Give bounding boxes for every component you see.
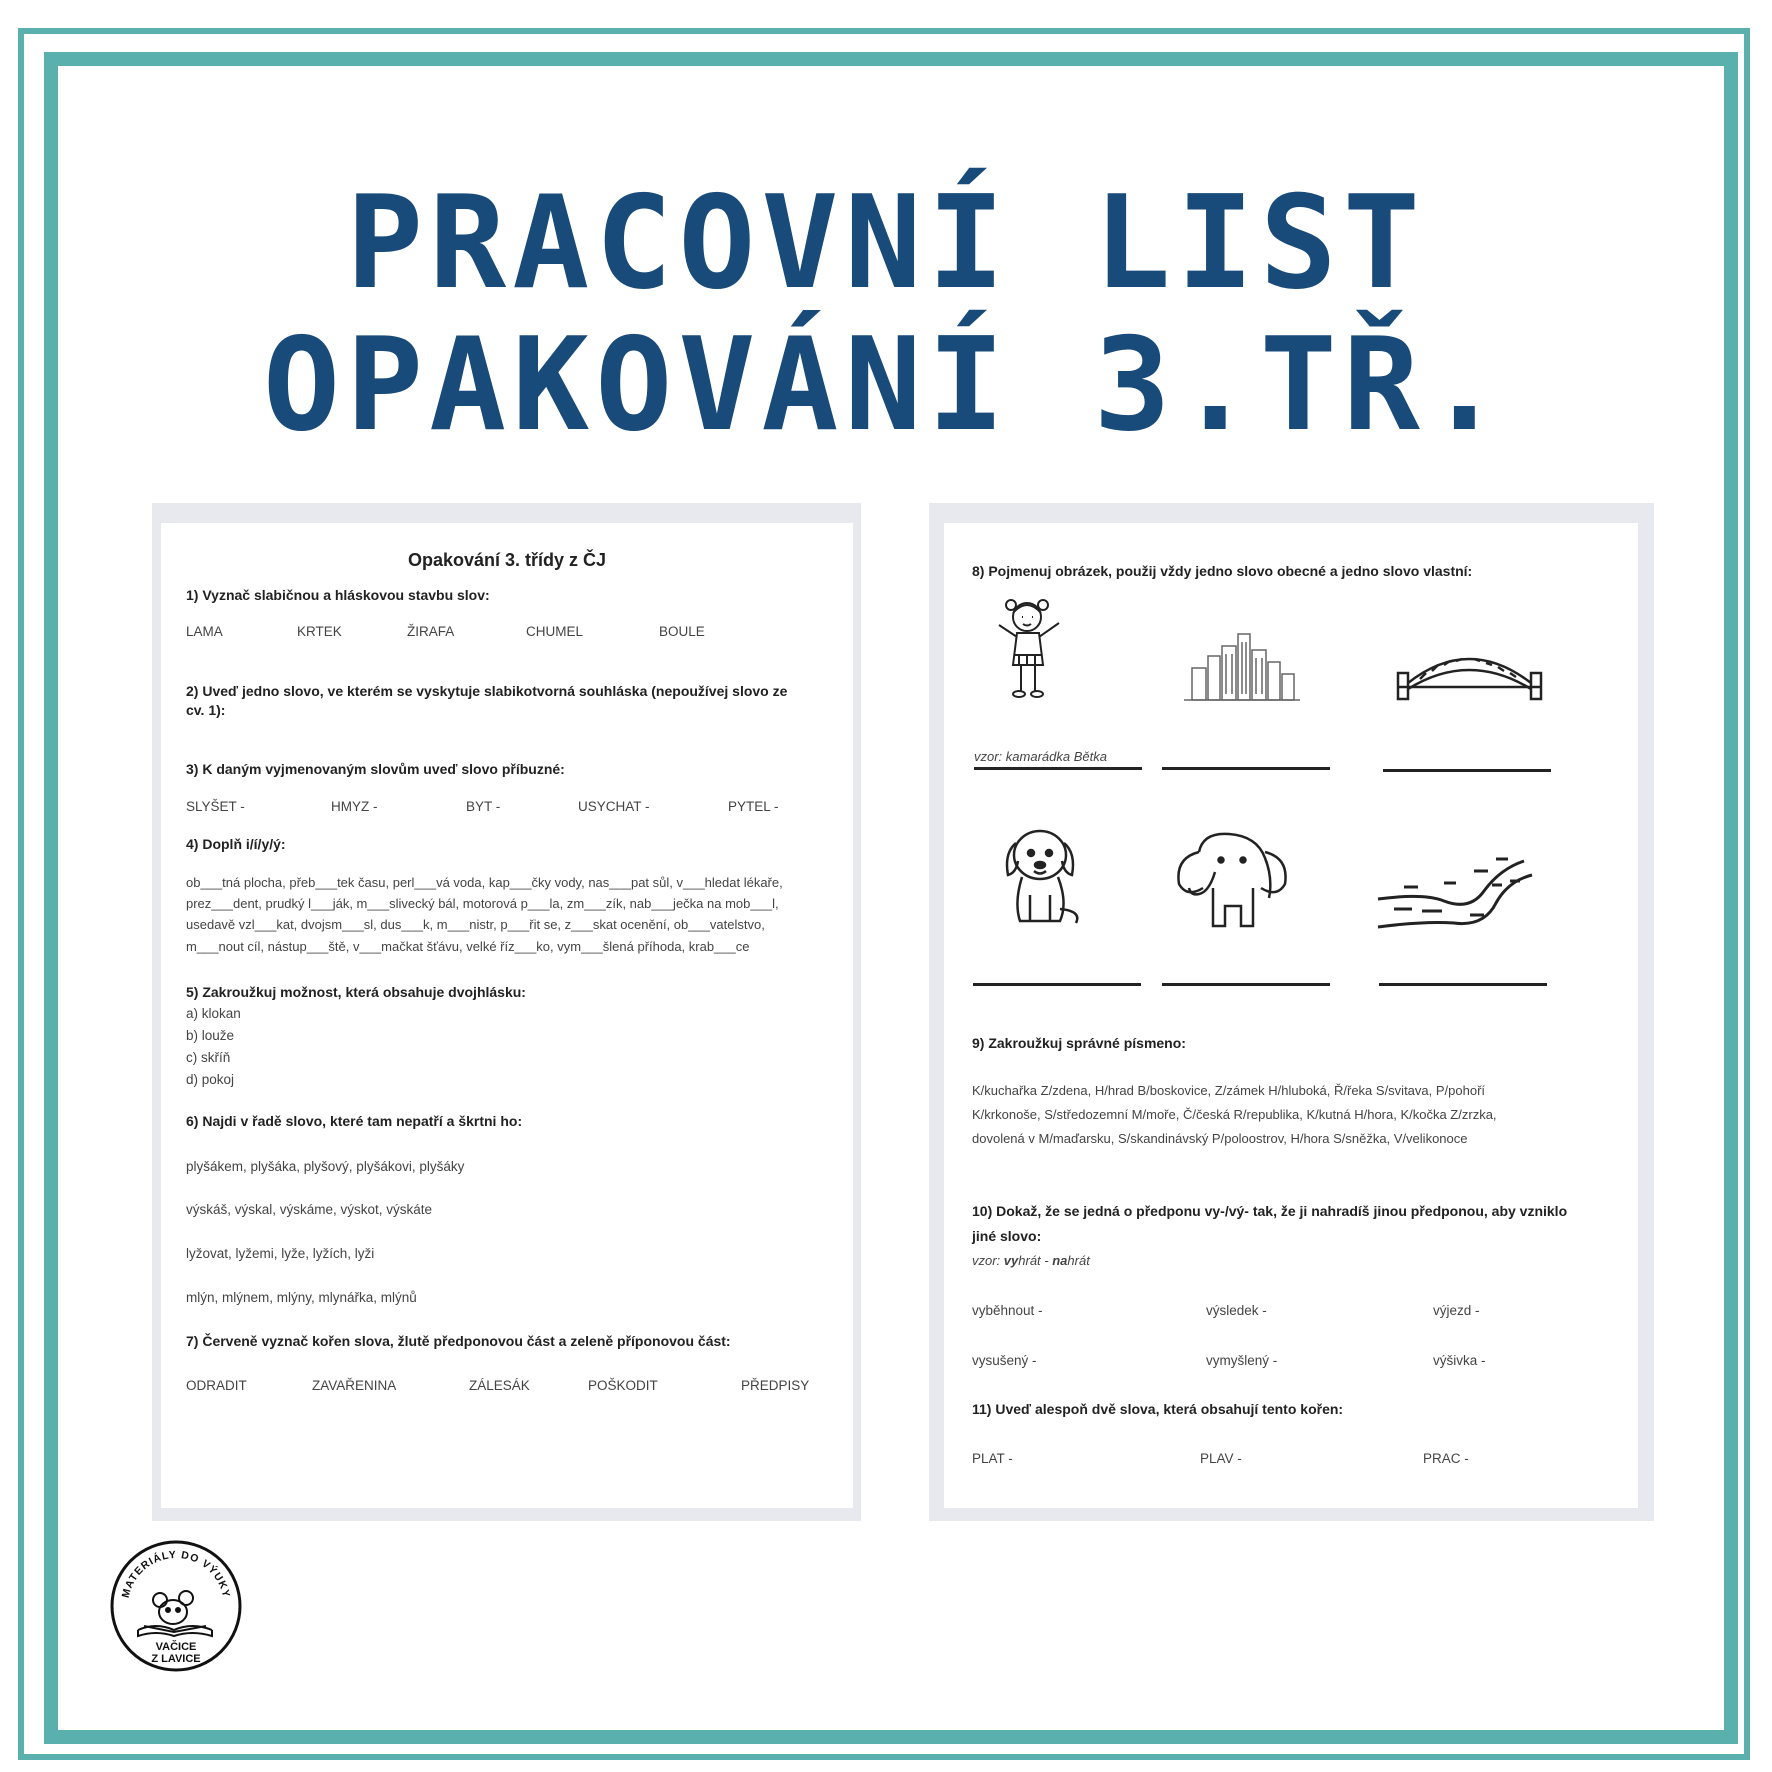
logo-top-text: MATERIÁLY DO VÝUKY <box>119 1548 233 1600</box>
q7-word: POŠKODIT <box>588 1378 658 1393</box>
question-2-cont: cv. 1): <box>186 702 226 718</box>
q6-row: plyšákem, plyšáka, plyšový, plyšákovi, plyšáky <box>186 1159 465 1174</box>
q5-option: d) pokoj <box>186 1072 235 1087</box>
answer-line <box>1162 983 1330 986</box>
title-line-2: OPAKOVÁNÍ 3.TŘ. <box>263 311 1509 460</box>
q4-line: m___nout cíl, nástup___ště, v___mačkat šťávu, velké říz___ko, vym___šlená příhoda, krab___ce <box>186 939 750 954</box>
q9-line: K/krkonoše, S/středozemní M/moře, Č/česká R/republika, K/kutná H/hora, K/kočka Z/zrzka, <box>972 1107 1497 1122</box>
q7-word: ODRADIT <box>186 1378 247 1393</box>
q3-word: SLYŠET - <box>186 799 245 814</box>
q10-word: vyběhnout - <box>972 1303 1043 1318</box>
q9-line: K/kuchařka Z/zdena, H/hrad B/boskovice, Z/zámek H/hluboká, Ř/řeka S/svitava, P/pohoří <box>972 1083 1486 1098</box>
q1-word: KRTEK <box>297 624 342 639</box>
q11-word: PLAT - <box>972 1451 1013 1466</box>
left-worksheet <box>161 523 853 1508</box>
q10-example-rest-2: hrát <box>1067 1253 1090 1268</box>
q7-word: ZÁLESÁK <box>469 1378 530 1393</box>
answer-line <box>1379 983 1547 986</box>
question-10-cont: jiné slovo: <box>972 1228 1042 1244</box>
logo-line-2: Z LAVICE <box>151 1653 201 1665</box>
q6-row: lyžovat, lyžemi, lyže, lyžích, lyži <box>186 1246 375 1261</box>
q1-word: LAMA <box>186 624 223 639</box>
q10-word: výjezd - <box>1433 1303 1480 1318</box>
q10-example-prefix-1: vy <box>1003 1253 1019 1268</box>
q9-line: dovolená v M/maďarsku, S/skandinávský P/poloostrov, H/hora S/sněžka, V/velikonoce <box>972 1131 1468 1146</box>
q5-option: b) louže <box>186 1028 235 1043</box>
q10-example-prefix-2: na <box>1052 1253 1068 1268</box>
q3-word: PYTEL - <box>728 799 779 814</box>
question-10: 10) Dokaž, že se jedná o předponu vy-/vý- tak, že ji nahradíš jinou předponou, aby vzniklo <box>972 1203 1568 1219</box>
question-2: 2) Uveď jedno slovo, ve kterém se vyskytuje slabikotvorná souhláska (nepoužívej slovo ze <box>186 683 788 699</box>
answer-line <box>1383 769 1551 772</box>
answer-line <box>973 983 1141 986</box>
q10-word: výšivka - <box>1433 1353 1486 1368</box>
city-icon <box>1182 628 1302 703</box>
question-3: 3) K daným vyjmenovaným slovům uveď slovo příbuzné: <box>186 761 565 777</box>
girl-icon <box>989 595 1069 705</box>
bridge-icon <box>1392 643 1547 703</box>
q10-word: vysušený - <box>972 1353 1037 1368</box>
q4-line: usedavě vzl___kat, dvojsm___sl, dus___k, m___nistr, p___řit se, z___skat ocenění, ob___vatelstvo, <box>186 917 765 932</box>
question-9: 9) Zakroužkuj správné písmeno: <box>972 1035 1186 1051</box>
q10-example-rest-1: hrát - <box>1018 1253 1053 1268</box>
question-11: 11) Uveď alespoň dvě slova, která obsahují tento kořen: <box>972 1401 1344 1417</box>
logo-line-1: VAČICE <box>155 1641 197 1653</box>
question-7: 7) Červeně vyznač kořen slova, žlutě předponovou část a zeleně příponovou část: <box>186 1333 731 1349</box>
q6-row: mlýn, mlýnem, mlýny, mlynářka, mlýnů <box>186 1290 417 1305</box>
question-6: 6) Najdi v řadě slovo, které tam nepatří a škrtni ho: <box>186 1113 523 1129</box>
q3-word: USYCHAT - <box>578 799 650 814</box>
q4-line: prez___dent, prudký l___ják, m___slivecký bál, motorová p___la, zm___zík, nab___ječka na mob___l, <box>186 896 779 911</box>
puppy-icon <box>994 823 1089 933</box>
q4-line: ob___tná plocha, přeb___tek času, perl___vá voda, kap___čky vody, nas___pat sůl, v___hledat lékaře, <box>186 875 783 890</box>
q3-word: HMYZ - <box>331 799 378 814</box>
q1-word: ŽIRAFA <box>407 624 455 639</box>
answer-line <box>1162 767 1330 770</box>
q11-word: PLAV - <box>1200 1451 1242 1466</box>
q10-word: výsledek - <box>1206 1303 1267 1318</box>
q3-word: BYT - <box>466 799 501 814</box>
q7-word: ZAVAŘENINA <box>312 1378 397 1393</box>
question-1: 1) Vyznač slabičnou a hláskovou stavbu slov: <box>186 587 490 603</box>
answer-line <box>974 767 1142 770</box>
q5-option: c) skříň <box>186 1050 231 1065</box>
q1-word: CHUMEL <box>526 624 584 639</box>
q10-word: vymyšlený - <box>1206 1353 1278 1368</box>
q5-option: a) klokan <box>186 1006 241 1021</box>
vacice-logo <box>108 1538 244 1674</box>
elephant-icon <box>1169 828 1294 933</box>
q10-example <box>972 1253 1090 1268</box>
title-line-1: PRACOVNÍ LIST <box>346 169 1426 318</box>
question-4: 4) Doplň i/í/y/ý: <box>186 836 286 852</box>
left-sheet-heading: Opakování 3. třídy z ČJ <box>407 550 607 570</box>
right-worksheet <box>944 523 1638 1508</box>
question-8: 8) Pojmenuj obrázek, použij vždy jedno slovo obecné a jedno slovo vlastní: <box>972 563 1473 579</box>
river-icon <box>1374 841 1539 936</box>
q11-word: PRAC - <box>1423 1451 1469 1466</box>
q10-example-label: vzor: <box>972 1253 1004 1268</box>
q6-row: výskáš, výskal, výskáme, výskot, výskáte <box>186 1202 433 1217</box>
q7-word: PŘEDPISY <box>741 1378 810 1393</box>
question-5: 5) Zakroužkuj možnost, která obsahuje dvojhlásku: <box>186 984 526 1000</box>
q1-word: BOULE <box>659 624 705 639</box>
q8-example: vzor: kamarádka Bětka <box>974 749 1107 764</box>
